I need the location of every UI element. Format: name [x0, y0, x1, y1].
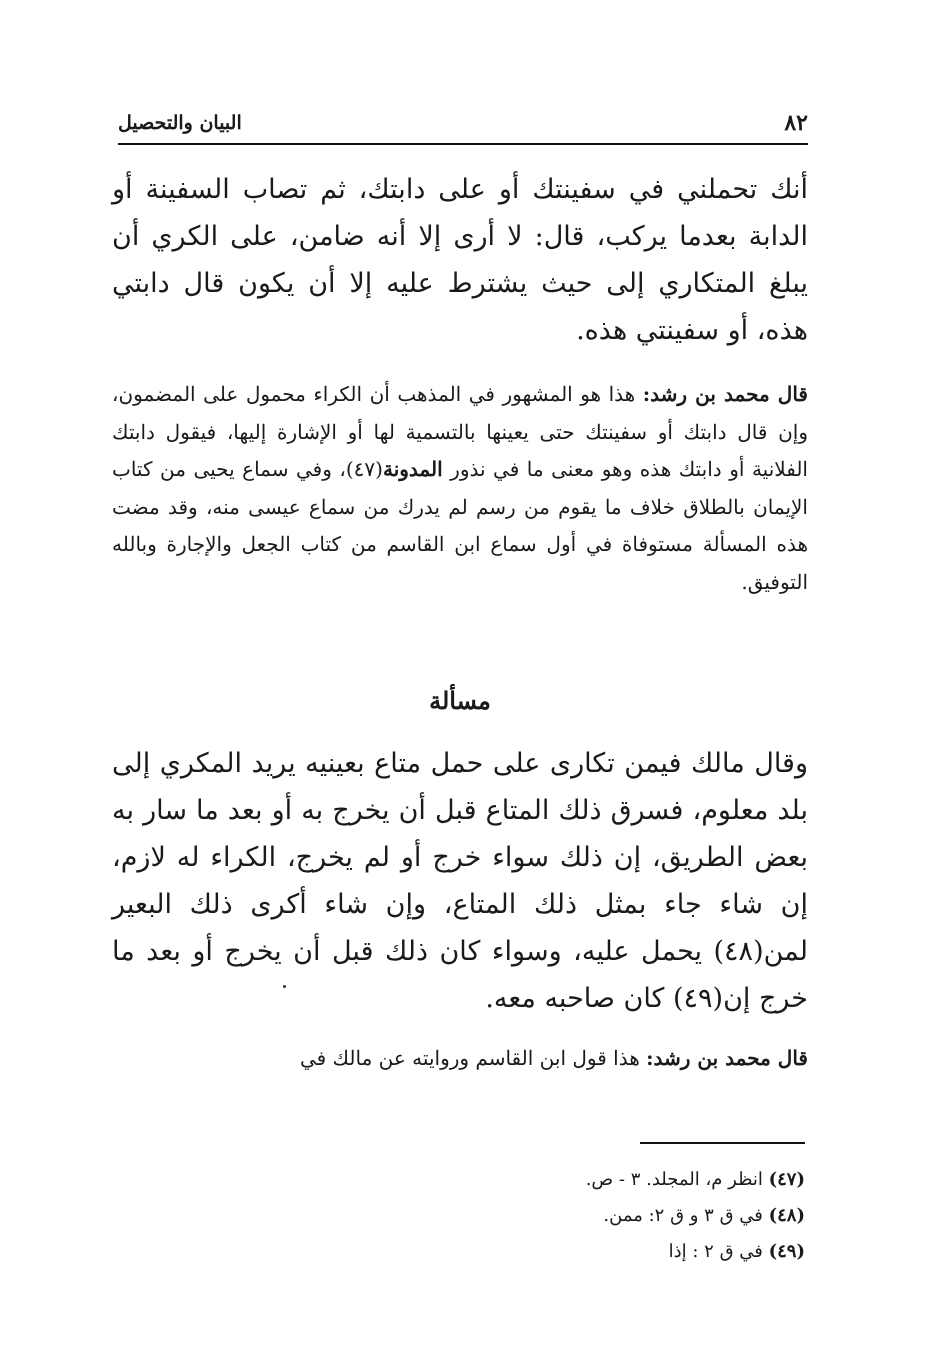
footnote-number: (٤٨): [768, 1205, 805, 1226]
footnote-49: [300, 1234, 805, 1270]
paragraph-3: [112, 740, 880, 1022]
paragraph-1-text: أنك تحملني في سفينتك أو على دابتك، ثم تصاب السفينة أو الدابة بعدما يركب، قال: لا أرى إلا أنه ضامن، على الكري أن يبلغ المتكاري إلى حيث يشترط عليه إلا أن يكون قال دابتي هذه، أو سفينتي هذه.: [112, 174, 808, 346]
section-heading: مسألة: [429, 686, 491, 715]
commentary-lead: قال محمد بن رشد:: [642, 382, 808, 406]
footnote-text: انظر م، المجلد. ٣ - ص.: [585, 1169, 769, 1190]
mudawwana-term: المدونة: [382, 457, 443, 481]
running-title: البيان والتحصيل: [118, 112, 242, 134]
footnote-number: (٤٩): [768, 1241, 805, 1262]
running-header: [118, 110, 808, 144]
commentary-lead-2: قال محمد بن رشد:: [646, 1046, 808, 1070]
paragraph-3-text: وقال مالك فيمن تكارى على حمل متاع بعينيه يريد المكري إلى بلد معلوم، فسرق ذلك المتاع قبل أن يخرج به أو بعد ما سار به بعض الطريق، إن ذلك سواء خرج أو لم يخرج، الكراء له لازم، إن شاء جاء بمثل ذلك المتاع، وإن شاء أكرى ذلك البعير لمن(٤٨) يحمل عليه، وسواء كان ذلك قبل أن يخرج أو بعد ما خرج إن(٤٩) كان صاحبه معه.: [112, 748, 808, 1014]
paragraph-4: [112, 1040, 880, 1078]
footnote-rule: [640, 1142, 805, 1144]
paragraph-2-text-a: هذا هو المشهور في المذهب أن الكراء محمول على المضمون، وإن قال دابتك أو سفينتك حتى يعينها بالتسمية لها أو الإشارة إليها، فيقول دابتك الفلانية أو دابتك هذه وهو معنى ما في نذور: [112, 382, 808, 481]
page-number: ٨٢: [784, 110, 808, 136]
paragraph-2-text-b: (٤٧)، وفي سماع يحيى من كتاب الإيمان بالطلاق خلاف ما يقوم من رسم لم يدرك من سماع عيسى منه، وقد مضت هذه المسألة مستوفاة في أول سماع ابن القاسم من كتاب الجعل والإجارة وبالله التوفيق.: [112, 457, 808, 594]
paragraph-1: [112, 166, 808, 354]
footnote-text: في ق ٢ : إذا: [668, 1241, 769, 1262]
header-rule: [118, 143, 808, 145]
paragraph-2: [112, 376, 880, 601]
paragraph-4-text: هذا قول ابن القاسم وروايته عن مالك في: [299, 1046, 647, 1070]
footnote-number: (٤٧): [768, 1169, 805, 1190]
print-speck: [283, 985, 286, 988]
footnote-47: [300, 1162, 805, 1198]
footnote-text: في ق ٣ و ق ٢: ممن.: [603, 1205, 769, 1226]
footnotes: [300, 1162, 805, 1270]
footnote-48: [300, 1198, 805, 1234]
